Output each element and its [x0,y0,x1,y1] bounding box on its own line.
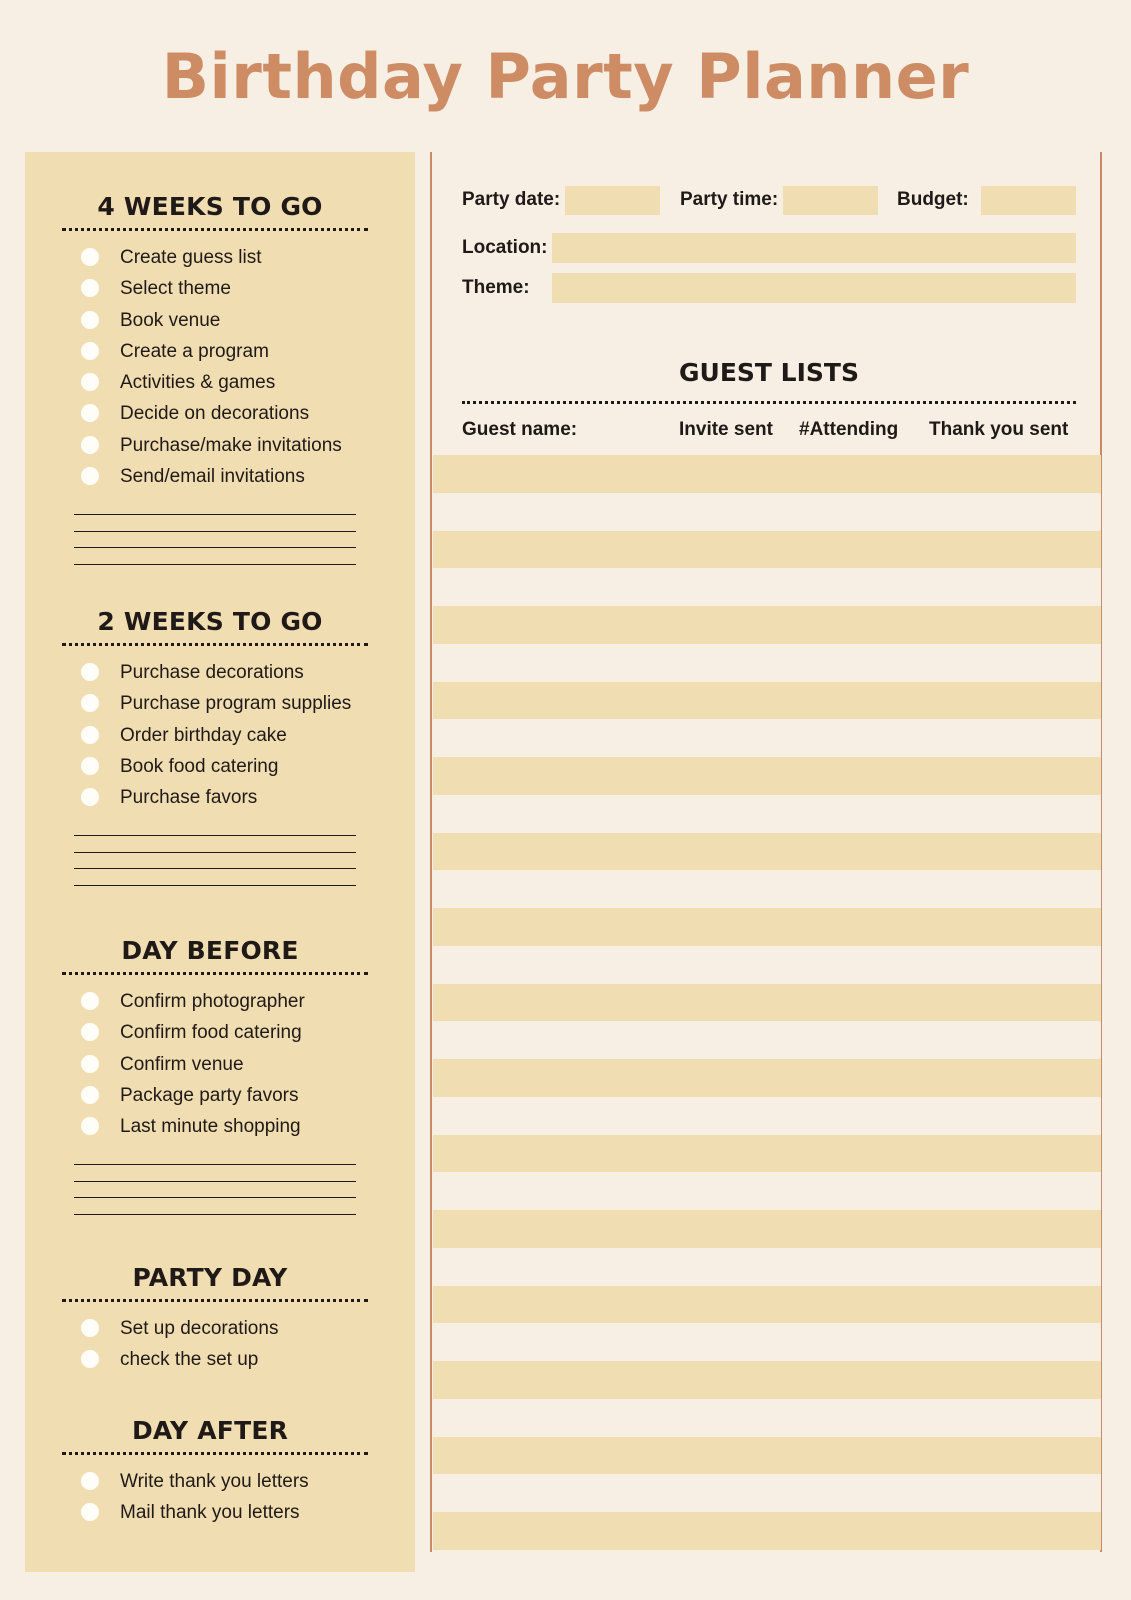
column-guest-name: Guest name: [462,419,578,440]
table-row[interactable] [433,644,1101,682]
checklist-item [25,242,415,273]
table-row[interactable] [433,568,1101,606]
checkbox-circle-icon[interactable] [81,1319,99,1337]
guest-list-divider [462,401,1076,404]
checkbox-circle-icon[interactable] [81,436,99,454]
note-line[interactable] [74,1197,356,1198]
checklist-items [25,657,415,813]
dotted-divider [62,1452,368,1455]
table-row[interactable] [433,1512,1101,1550]
table-row[interactable] [433,493,1101,531]
column-thank-you-sent: Thank you sent [929,419,1069,440]
checklist-item-label: check the set up [120,1349,259,1371]
location-label: Location: [462,237,548,258]
checklist-item-label: Order birthday cake [120,724,287,746]
checklist-item [25,1313,415,1344]
table-row[interactable] [433,606,1101,644]
table-row[interactable] [433,984,1101,1022]
checklist-item [25,986,415,1017]
page-title: Birthday Party Planner [161,40,970,113]
note-line[interactable] [74,885,356,886]
dotted-divider [62,643,368,646]
table-row[interactable] [433,908,1101,946]
checklist-item-label: Confirm food catering [120,1022,302,1044]
table-row[interactable] [433,1097,1101,1135]
note-line[interactable] [74,868,356,869]
party-date-label: Party date: [462,189,561,210]
party-date-field[interactable] [565,186,660,215]
checklist-item [25,751,415,782]
table-row[interactable] [433,1361,1101,1399]
checkbox-circle-icon[interactable] [81,1350,99,1368]
checklist-item [25,1049,415,1080]
checkbox-circle-icon[interactable] [81,1117,99,1135]
table-row[interactable] [433,757,1101,795]
checklist-section [25,190,415,580]
table-row[interactable] [433,1323,1101,1361]
checkbox-circle-icon[interactable] [81,373,99,391]
party-time-label: Party time: [680,189,779,210]
checklist-items [25,986,415,1142]
note-line[interactable] [74,547,356,548]
checklist-item-label: Package party favors [120,1084,299,1106]
notes-lines[interactable] [74,835,356,886]
table-row[interactable] [433,1135,1101,1173]
note-line[interactable] [74,852,356,853]
column-attending: #Attending [799,419,899,440]
checklist-item-label: Write thank you letters [120,1471,309,1492]
checkbox-circle-icon[interactable] [81,404,99,422]
checkbox-circle-icon[interactable] [81,467,99,485]
checklist-item [25,336,415,367]
checkbox-circle-icon[interactable] [81,726,99,744]
column-invite-sent: Invite sent [679,419,773,440]
checklist-panel [25,152,415,1572]
checklist-item [25,461,415,492]
checkbox-circle-icon[interactable] [81,1472,99,1490]
section-heading: PARTY DAY [132,1263,288,1292]
checklist-item-label: Set up decorations [120,1318,279,1339]
checklist-section [25,605,415,901]
checklist-section [25,1414,415,1529]
note-line[interactable] [74,564,356,565]
checkbox-circle-icon[interactable] [81,1023,99,1041]
table-row[interactable] [433,682,1101,720]
note-line[interactable] [74,1164,356,1165]
checklist-item-label: Send/email invitations [120,466,305,488]
table-row[interactable] [433,1437,1101,1475]
section-heading: DAY BEFORE [121,936,299,965]
checklist-item [25,305,415,336]
checklist-item-label: Purchase decorations [120,662,304,683]
checklist-item-label: Confirm photographer [120,991,305,1012]
checklist-section [25,934,415,1230]
checkbox-circle-icon[interactable] [81,992,99,1010]
checklist-item-label: Purchase program supplies [120,693,352,715]
checkbox-circle-icon[interactable] [81,694,99,712]
table-row[interactable] [433,1210,1101,1248]
notes-lines[interactable] [74,1164,356,1215]
note-line[interactable] [74,514,356,515]
checklist-item [25,367,415,398]
checklist-item-label: Purchase favors [120,787,258,809]
checklist-item-label: Book venue [120,309,221,331]
checklist-item [25,1497,415,1528]
table-row[interactable] [433,795,1101,833]
checklist-item [25,1466,415,1497]
table-row[interactable] [433,946,1101,984]
dotted-divider [62,228,368,231]
checklist-item [25,398,415,429]
dotted-divider [62,972,368,975]
table-row[interactable] [433,1172,1101,1210]
table-row[interactable] [433,833,1101,871]
table-row[interactable] [433,719,1101,757]
checklist-item-label: Confirm venue [120,1053,244,1075]
checklist-item [25,273,415,304]
table-row[interactable] [433,1021,1101,1059]
checklist-item [25,688,415,719]
checkbox-circle-icon[interactable] [81,1503,99,1521]
checklist-item-label: Purchase/make invitations [120,434,342,456]
theme-field[interactable] [552,273,1076,303]
left-divider [430,152,432,1552]
note-line[interactable] [74,1214,356,1215]
table-row[interactable] [433,1059,1101,1097]
checklist-section [25,1261,415,1376]
party-time-field[interactable] [783,186,878,215]
dotted-divider [62,1299,368,1302]
checklist-item [25,657,415,688]
checklist-items [25,1466,415,1529]
checklist-items [25,242,415,492]
checkbox-circle-icon[interactable] [81,311,99,329]
table-row[interactable] [433,870,1101,908]
checklist-item [25,720,415,751]
checklist-item [25,1080,415,1111]
section-heading: 4 WEEKS TO GO [97,192,323,221]
checklist-item-label: Activities & games [120,372,276,394]
table-row[interactable] [433,531,1101,569]
note-line[interactable] [74,1181,356,1182]
table-row[interactable] [433,1248,1101,1286]
budget-label: Budget: [897,189,969,210]
checklist-item-label: Create a program [120,340,269,362]
table-row[interactable] [433,455,1101,493]
note-line[interactable] [74,531,356,532]
guest-list-table [433,455,1101,1550]
checklist-item-label: Select theme [120,278,231,300]
theme-label: Theme: [462,277,530,298]
checklist-item [25,430,415,461]
note-line[interactable] [74,835,356,836]
guest-list-title: GUEST LISTS [679,358,859,387]
checkbox-circle-icon[interactable] [81,279,99,297]
checkbox-circle-icon[interactable] [81,1055,99,1073]
checkbox-circle-icon[interactable] [81,342,99,360]
notes-lines[interactable] [74,514,356,565]
checkbox-circle-icon[interactable] [81,757,99,775]
checklist-item-label: Mail thank you letters [120,1502,300,1524]
checkbox-circle-icon[interactable] [81,248,99,266]
checklist-item [25,1344,415,1375]
checkbox-circle-icon[interactable] [81,663,99,681]
checklist-item [25,782,415,813]
section-heading: 2 WEEKS TO GO [97,607,323,636]
checkbox-circle-icon[interactable] [81,788,99,806]
budget-field[interactable] [981,186,1076,215]
checklist-item [25,1017,415,1048]
checklist-item-label: Create guess list [120,247,262,268]
table-row[interactable] [433,1474,1101,1512]
table-row[interactable] [433,1286,1101,1324]
section-heading: DAY AFTER [131,1416,289,1445]
table-row[interactable] [433,1399,1101,1437]
checklist-item-label: Book food catering [120,755,279,777]
checklist-items [25,1313,415,1376]
checkbox-circle-icon[interactable] [81,1086,99,1104]
checklist-item-label: Last minute shopping [120,1116,301,1138]
checklist-item [25,1111,415,1142]
location-field[interactable] [552,233,1076,263]
checklist-item-label: Decide on decorations [120,403,310,425]
